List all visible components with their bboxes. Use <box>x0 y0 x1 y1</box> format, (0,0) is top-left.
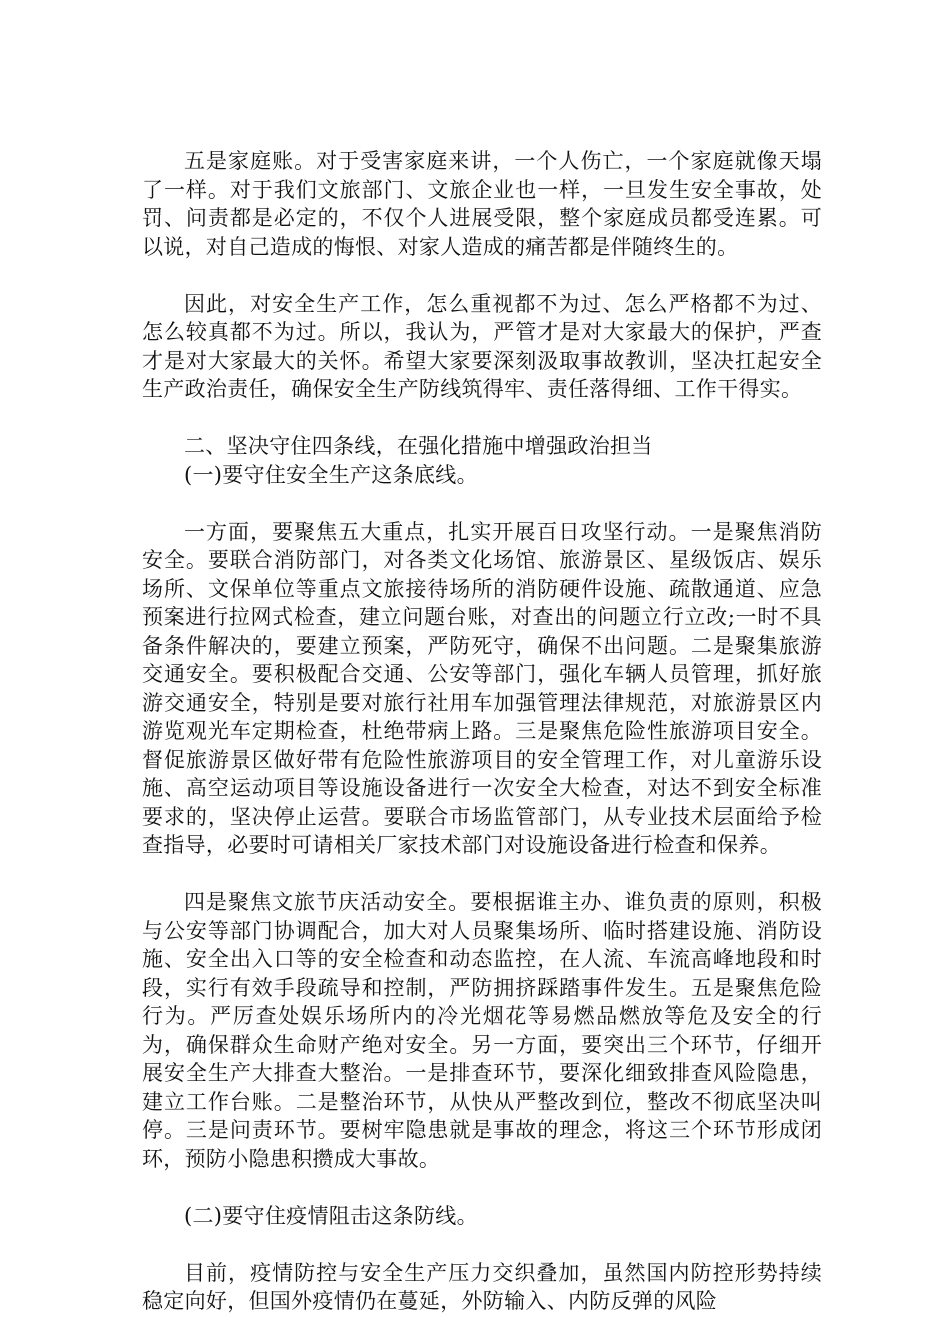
paragraph-five-focus-areas: 一方面，要聚焦五大重点，扎实开展百日攻坚行动。一是聚焦消防安全。要联合消防部门，对各类文化场馆、旅游景区、星级饭店、娱乐场所、文保单位等重点文旅接待场所的消防硬件设施、疏散通道、应急预案进行拉网式检查，建立问题台账，对查出的问题立行立改;一时不具备条件解决的，要建立预案，严防死守，确保不出问题。二是聚集旅游交通安全。要积极配合交通、公安等部门，强化车辆人员管理，抓好旅游交通安全，特别是要对旅行社用车加强管理法律规范，对旅游景区内游览观光车定期检查，杜绝带病上路。三是聚焦危险性旅游项目安全。督促旅游景区做好带有危险性旅游项目的安全管理工作，对儿童游乐设施、高空运动项目等设施设备进行一次安全大检查，对达不到安全标准要求的，坚决停止运营。要联合市场监管部门，从专业技术层面给予检查指导，必要时可请相关厂家技术部门对设施设备进行检查和保养。 <box>142 519 822 857</box>
subsection-heading-one: (一)要守住安全生产这条底线。 <box>184 462 478 487</box>
paragraph-epidemic: 目前，疫情防控与安全生产压力交织叠加，虽然国内防控形势持续稳定向好，但国外疫情仍在蔓延，外防输入、内防反弹的风险 <box>142 1260 822 1313</box>
paragraph-family-cost: 五是家庭账。对于受害家庭来讲，一个人伤亡，一个家庭就像天塌了一样。对于我们文旅部门、文旅企业也一样，一旦发生安全事故，处罚、问责都是必定的，不仅个人进展受限，整个家庭成员都受连累。可以说，对自己造成的悔恨、对家人造成的痛苦都是伴随终生的。 <box>142 149 822 259</box>
subsection-heading-two: (二)要守住疫情阻击这条防线。 <box>184 1203 478 1228</box>
paragraph-therefore: 因此，对安全生产工作，怎么重视都不为过、怎么严格都不为过、怎么较真都不为过。所以，我认为，严管才是对大家最大的保护，严查才是对大家最大的关怀。希望大家要深刻汲取事故教训，坚决扛起安全生产政治责任，确保安全生产防线筑得牢、责任落得细、工作干得实。 <box>142 291 822 401</box>
document-body <box>142 147 822 1316</box>
section-heading-two: 二、坚决守住四条线，在强化措施中增强政治担当 <box>184 434 653 458</box>
paragraph-festival-safety: 四是聚焦文旅节庆活动安全。要根据谁主办、谁负责的原则，积极与公安等部门协调配合，加大对人员聚集场所、临时搭建设施、消防设施、安全出入口等的安全检查和动态监控，在人流、车流高峰地段和时段，实行有效手段疏导和控制，严防拥挤踩踏事件发生。五是聚焦危险行为。严厉查处娱乐场所内的冷光烟花等易燃品燃放等危及安全的行为，确保群众生命财产绝对安全。另一方面，要突出三个环节，仔细开展安全生产大排查大整治。一是排查环节，要深化细致排查风险隐患，建立工作台账。二是整治环节，从快从严整改到位，整改不彻底坚决叫停。三是问责环节。要树牢隐患就是事故的理念，将这三个环节形成闭环，预防小隐患积攒成大事故。 <box>142 890 822 1171</box>
